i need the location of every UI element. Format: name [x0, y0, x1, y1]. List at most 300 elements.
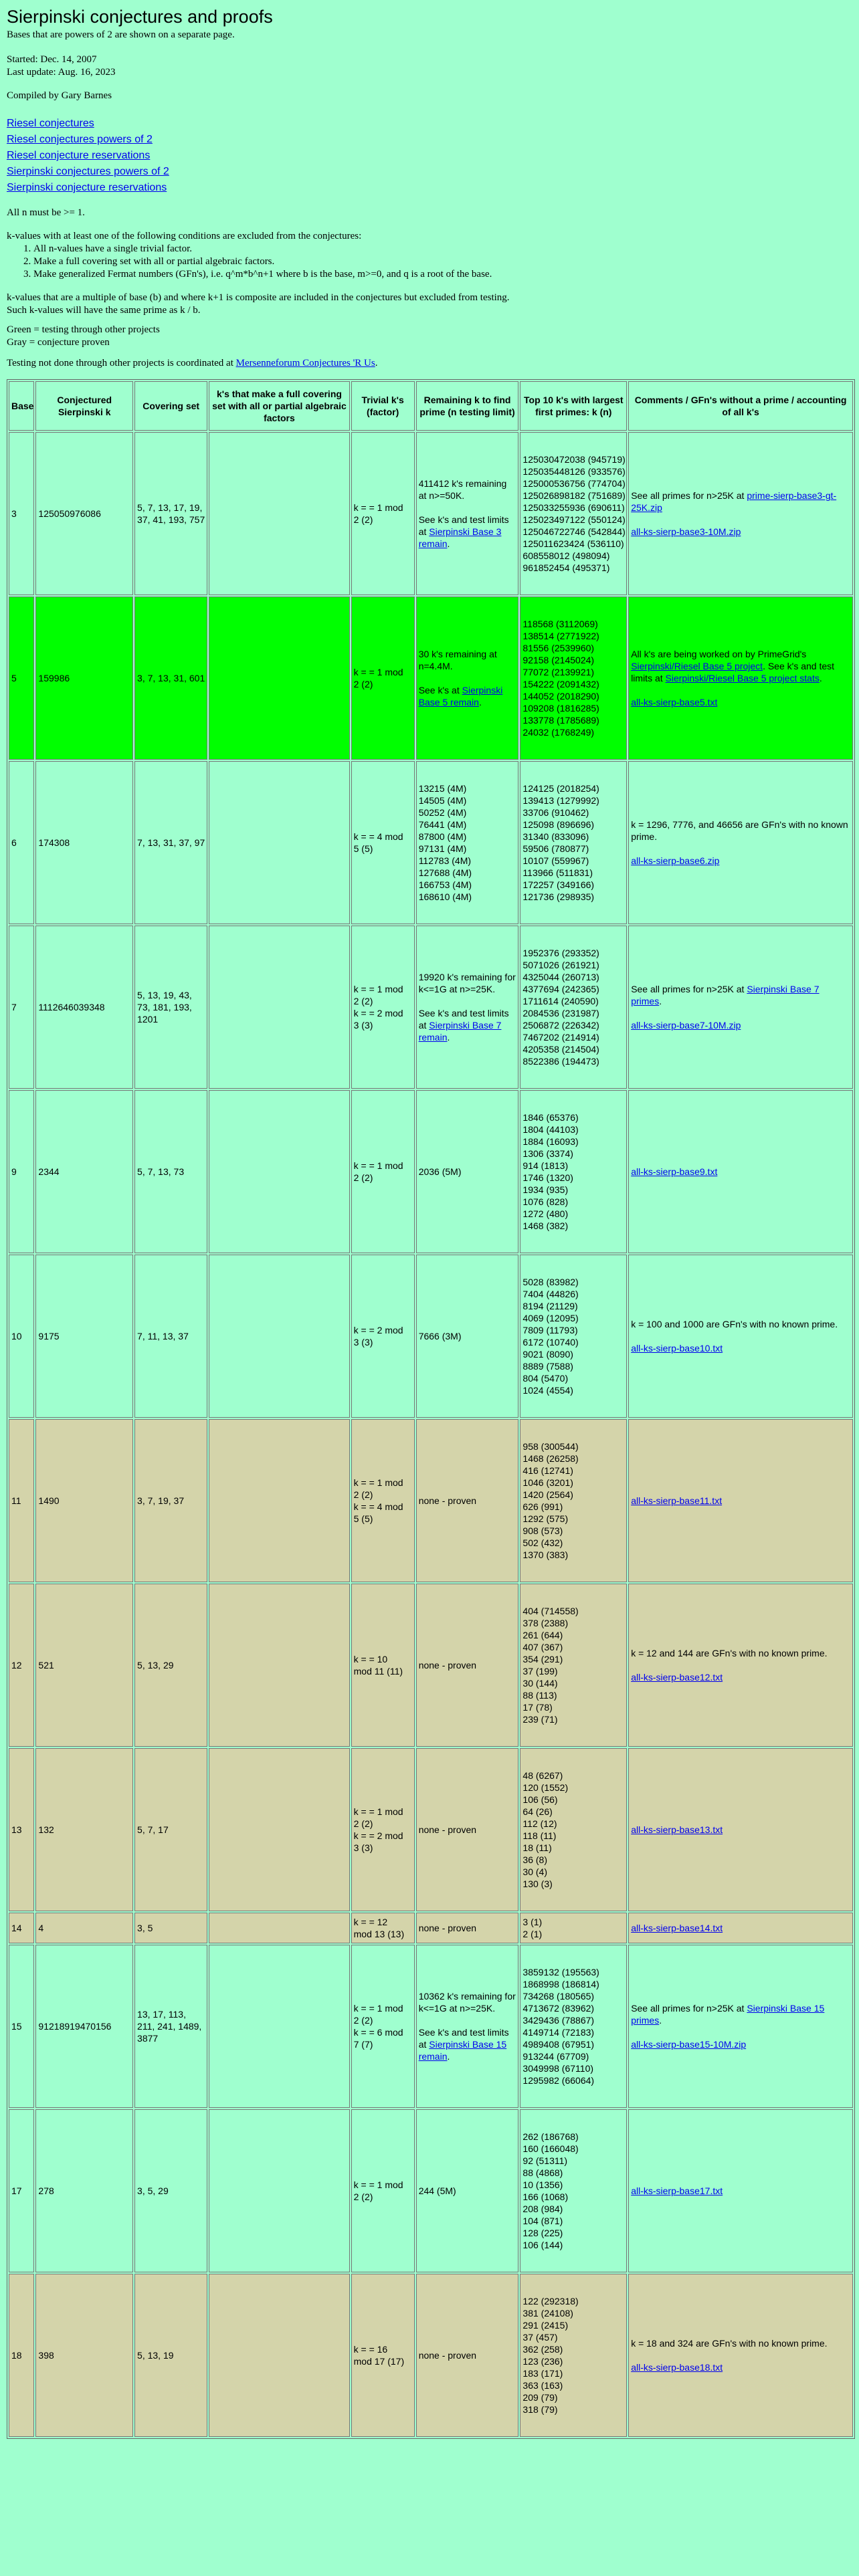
- top-prime-item: 118 (11): [522, 1830, 557, 1841]
- cell-conjectured-k: 91218919470156: [35, 1945, 133, 2108]
- remaining-see: [419, 2026, 516, 2062]
- trivial-line: 2 (2): [353, 1818, 373, 1829]
- cell-covering-set: 5, 7, 13, 73: [134, 1090, 207, 1253]
- link-all-ks-file[interactable]: all-ks-sierp-base14.txt: [631, 1923, 723, 1933]
- table-row: [9, 1584, 853, 1747]
- period: .: [478, 697, 482, 708]
- cell-trivial-ks: [351, 2274, 415, 2437]
- cell-remaining-k: none - proven: [416, 1748, 519, 1911]
- top-prime-item: 381 (24108): [522, 2308, 573, 2319]
- top-prime-item: 4205358 (214504): [522, 1044, 599, 1055]
- top-prime-item: 166 (1068): [522, 2191, 569, 2202]
- table-row: [9, 1748, 853, 1911]
- trivial-line: 2 (2): [353, 679, 373, 689]
- comment-post: .: [819, 673, 822, 683]
- top-prime-item: 139413 (1279992): [522, 795, 599, 806]
- table-row: [9, 926, 853, 1089]
- cell-top-ten: [520, 1090, 627, 1253]
- top-prime-item: 125098 (896696): [522, 819, 595, 830]
- link-all-ks-file[interactable]: all-ks-sierp-base9.txt: [631, 1166, 718, 1177]
- top-prime-item: 961852454 (495371): [522, 562, 610, 573]
- cell-algebraic-ks: [209, 1913, 349, 1943]
- top-prime-item: 125011623424 (536110): [522, 538, 624, 549]
- cell-comments: [628, 1584, 853, 1747]
- comment-pre: See all primes for n>25K at: [631, 490, 747, 501]
- table-row: [9, 1255, 853, 1418]
- cell-comments: [628, 432, 853, 595]
- link-all-ks-file[interactable]: all-ks-sierp-base3-10M.zip: [631, 526, 741, 537]
- header-trivial-ks: Trivial k's (factor): [351, 381, 415, 431]
- comment-text: [631, 1647, 850, 1659]
- cell-algebraic-ks: [209, 2274, 349, 2437]
- cell-trivial-ks: [351, 1945, 415, 2108]
- top-prime-item: 7467202 (214914): [522, 1032, 599, 1043]
- trivial-line: k = = 4 mod: [353, 831, 403, 842]
- remaining-item: 112783 (4M): [418, 855, 472, 866]
- cell-trivial-ks: [351, 1090, 415, 1253]
- cell-remaining-k: none - proven: [416, 1584, 519, 1747]
- top-prime-item: 1292 (575): [522, 1513, 569, 1524]
- last-update-date: Last update: Aug. 16, 2023: [7, 67, 116, 78]
- cell-trivial-ks: [351, 432, 415, 595]
- cell-algebraic-ks: [209, 597, 349, 760]
- top-prime-item: 10 (1356): [522, 2179, 563, 2190]
- top-prime-item: 81556 (2539960): [522, 643, 595, 653]
- top-prime-item: 36 (8): [522, 1854, 547, 1865]
- cell-conjectured-k: 125050976086: [35, 432, 133, 595]
- top-prime-item: 1884 (16093): [522, 1136, 579, 1147]
- legend-gray: Gray = conjecture proven: [7, 337, 110, 348]
- trivial-line: 2 (2): [353, 1172, 373, 1183]
- cell-algebraic-ks: [209, 1584, 349, 1747]
- exclusion-list: [7, 243, 852, 281]
- cell-trivial-ks: [351, 1913, 415, 1943]
- cell-base: 5: [9, 597, 34, 760]
- top-prime-item: 4149714 (72183): [522, 2027, 595, 2038]
- cell-trivial-ks: [351, 1419, 415, 1582]
- top-prime-item: 291 (2415): [522, 2320, 569, 2331]
- top-prime-item: 362 (258): [522, 2344, 563, 2355]
- link-comment[interactable]: prime-sierp-base3-gt-25K.zip: [631, 490, 837, 513]
- table-row: [9, 2274, 853, 2437]
- page-subtitle: Bases that are powers of 2 are shown on a separate page.: [7, 29, 235, 40]
- cell-covering-set: 5, 13, 19, 43, 73, 181, 193, 1201: [134, 926, 207, 1089]
- top-prime-item: 318 (79): [522, 2404, 558, 2415]
- trivial-line: mod 13 (13): [353, 1929, 405, 1939]
- top-prime-item: 122 (292318): [522, 2296, 579, 2306]
- header-covering-set: Covering set: [134, 381, 207, 431]
- cell-base: 18: [9, 2274, 34, 2437]
- link-comment-stats[interactable]: Sierpinski/Riesel Base 5 project stats: [665, 673, 820, 683]
- top-prime-item: 4069 (12095): [522, 1313, 579, 1323]
- trivial-line: 5 (5): [353, 1513, 373, 1524]
- top-prime-item: 626 (991): [522, 1501, 563, 1512]
- cell-conjectured-k: 2344: [35, 1090, 133, 1253]
- top-prime-item: 3 (1): [522, 1917, 543, 1927]
- conjectures-table: [7, 379, 855, 2439]
- link-all-ks-file[interactable]: all-ks-sierp-base15-10M.zip: [631, 2039, 747, 2050]
- cell-base: 14: [9, 1913, 34, 1943]
- top-prime-item: 125030472038 (945719): [522, 454, 626, 465]
- top-prime-item: 914 (1813): [522, 1160, 569, 1171]
- top-prime-item: 123 (236): [522, 2356, 563, 2367]
- cell-remaining-k: [416, 597, 519, 760]
- trivial-line: 3 (3): [353, 1842, 373, 1853]
- cell-trivial-ks: [351, 761, 415, 924]
- top-prime-item: 608558012 (498094): [522, 550, 610, 561]
- remaining-item: 97131 (4M): [418, 843, 467, 854]
- cell-trivial-ks: [351, 1584, 415, 1747]
- top-prime-item: 30 (144): [522, 1678, 558, 1689]
- trivial-line: k = = 12: [353, 1917, 388, 1927]
- top-prime-item: 1468 (26258): [522, 1453, 579, 1464]
- period: .: [447, 1032, 450, 1043]
- top-prime-item: 37 (199): [522, 1666, 558, 1677]
- top-prime-item: 8194 (21129): [522, 1301, 578, 1311]
- link-comment[interactable]: Sierpinski Base 15 primes: [631, 2003, 825, 2026]
- comment-pre: k = 12 and 144 are GFn's with no known prime.: [631, 1648, 828, 1658]
- comment-file: [631, 1342, 850, 1354]
- trivial-line: 3 (3): [353, 1337, 373, 1348]
- cell-conjectured-k: 132: [35, 1748, 133, 1911]
- top-prime-item: 77072 (2139921): [522, 667, 595, 677]
- trivial-line: k = = 2 mod: [353, 1830, 403, 1841]
- remaining-item: 50252 (4M): [418, 807, 467, 818]
- top-prime-item: 1272 (480): [522, 1208, 569, 1219]
- top-prime-item: 6172 (10740): [522, 1337, 579, 1348]
- trivial-line: k = = 1 mod: [353, 984, 403, 994]
- header-conjectured-k: Conjectured Sierpinski k: [35, 381, 133, 431]
- link-remain[interactable]: Sierpinski Base 15 remain: [418, 2039, 507, 2062]
- trivial-line: k = = 1 mod: [353, 2003, 403, 2014]
- trivial-line: k = = 4 mod: [353, 1501, 403, 1512]
- top-prime-item: 1420 (2564): [522, 1489, 573, 1500]
- link-all-ks-file[interactable]: all-ks-sierp-base6.zip: [631, 855, 720, 866]
- cell-remaining-k: none - proven: [416, 1419, 519, 1582]
- remaining-see: [419, 684, 516, 708]
- cell-conjectured-k: 9175: [35, 1255, 133, 1418]
- table-row: [9, 1419, 853, 1582]
- remaining-item: 14505 (4M): [418, 795, 467, 806]
- period: .: [447, 2051, 450, 2062]
- cell-algebraic-ks: [209, 926, 349, 1089]
- trivial-line: 2 (2): [353, 2015, 373, 2026]
- top-prime-item: 104 (871): [522, 2216, 563, 2226]
- table-header-row: [9, 381, 853, 431]
- link-sierpinski-reservations[interactable]: Sierpinski conjecture reservations: [7, 182, 167, 193]
- table-row: [9, 1090, 853, 1253]
- link-all-ks-file[interactable]: all-ks-sierp-base7-10M.zip: [631, 1020, 741, 1031]
- top-prime-item: 30 (4): [522, 1866, 547, 1877]
- top-prime-item: 37 (457): [522, 2332, 558, 2343]
- top-prime-item: 92 (51311): [522, 2155, 568, 2166]
- link-comment[interactable]: Sierpinski Base 7 primes: [631, 984, 820, 1006]
- trivial-line: 3 (3): [353, 1020, 373, 1031]
- top-prime-item: 112 (12): [522, 1818, 557, 1829]
- trivial-line: k = = 2 mod: [353, 1325, 403, 1335]
- table-row: [9, 1945, 853, 2108]
- cell-covering-set: 5, 7, 13, 17, 19, 37, 41, 193, 757: [134, 432, 207, 595]
- cell-remaining-k: none - proven: [416, 2274, 519, 2437]
- top-prime-item: 261 (644): [522, 1630, 563, 1640]
- comment-pre: k = 100 and 1000 are GFn's with no known prime.: [631, 1319, 838, 1329]
- top-prime-item: 125023497122 (550124): [522, 514, 626, 525]
- comment-file: [631, 2038, 850, 2050]
- top-prime-item: 125000536756 (774704): [522, 478, 626, 489]
- link-remain[interactable]: Sierpinski Base 5 remain: [418, 685, 503, 708]
- cell-covering-set: 7, 13, 31, 37, 97: [134, 761, 207, 924]
- comment-text: [631, 1318, 850, 1330]
- coordination-note: Testing not done through other projects is coordinated at Mersenneforum Conjectures 'R Us.: [7, 358, 378, 368]
- table-row: [9, 597, 853, 760]
- top-prime-item: 354 (291): [522, 1654, 563, 1665]
- top-prime-item: 121736 (298935): [522, 891, 595, 902]
- table-row: [9, 2109, 853, 2272]
- cell-trivial-ks: [351, 926, 415, 1089]
- cell-covering-set: 3, 7, 13, 31, 601: [134, 597, 207, 760]
- cell-base: 12: [9, 1584, 34, 1747]
- top-prime-item: 1024 (4554): [522, 1385, 573, 1396]
- trivial-line: k = = 1 mod: [353, 667, 403, 677]
- cell-top-ten: [520, 1584, 627, 1747]
- cell-algebraic-ks: [209, 761, 349, 924]
- trivial-line: k = = 6 mod: [353, 2027, 403, 2038]
- top-prime-item: 958 (300544): [522, 1441, 579, 1452]
- top-prime-item: 133778 (1785689): [522, 715, 599, 726]
- top-prime-item: 48 (6267): [522, 1770, 563, 1781]
- cell-conjectured-k: 1112646039348: [35, 926, 133, 1089]
- top-prime-item: 502 (432): [522, 1537, 563, 1548]
- top-prime-item: 109208 (1816285): [522, 703, 599, 714]
- top-prime-item: 363 (163): [522, 2380, 563, 2391]
- top-prime-item: 125033255936 (690611): [522, 502, 625, 513]
- trivial-line: k = = 2 mod: [353, 1008, 403, 1018]
- top-prime-item: 7809 (11793): [522, 1325, 578, 1335]
- top-prime-item: 64 (26): [522, 1806, 553, 1817]
- cell-base: 13: [9, 1748, 34, 1911]
- comment-text: [631, 983, 850, 1007]
- top-prime-item: 1046 (3201): [522, 1477, 573, 1488]
- top-prime-item: 183 (171): [522, 2368, 563, 2379]
- link-all-ks-file[interactable]: all-ks-sierp-base11.txt: [631, 1495, 723, 1506]
- cell-conjectured-k: 278: [35, 2109, 133, 2272]
- top-prime-item: 1846 (65376): [522, 1112, 579, 1123]
- top-prime-item: 1804 (44103): [522, 1124, 579, 1135]
- rule-n: All n must be >= 1.: [7, 207, 85, 218]
- trivial-line: 2 (2): [353, 1489, 373, 1500]
- comment-file: [631, 1922, 850, 1934]
- cell-top-ten: [520, 2274, 627, 2437]
- top-prime-item: 128 (225): [522, 2228, 563, 2238]
- cell-covering-set: 13, 17, 113, 211, 241, 1489, 3877: [134, 1945, 207, 2108]
- trivial-line: 2 (2): [353, 2191, 373, 2202]
- link-all-ks-file[interactable]: all-ks-sierp-base13.txt: [631, 1824, 723, 1835]
- link-all-ks-file[interactable]: all-ks-sierp-base10.txt: [631, 1343, 723, 1354]
- link-comment[interactable]: Sierpinski/Riesel Base 5 project: [631, 661, 763, 671]
- cell-top-ten: [520, 926, 627, 1089]
- cell-algebraic-ks: [209, 1748, 349, 1911]
- comment-text: [631, 2337, 850, 2349]
- cell-comments: [628, 1913, 853, 1943]
- cell-trivial-ks: [351, 2109, 415, 2272]
- top-prime-item: 1076 (828): [522, 1196, 569, 1207]
- trivial-line: k = = 1 mod: [353, 1477, 403, 1488]
- top-prime-item: 4377694 (242365): [522, 984, 599, 994]
- cell-conjectured-k: 1490: [35, 1419, 133, 1582]
- table-row: [9, 432, 853, 595]
- cell-comments: [628, 597, 853, 760]
- link-mersenneforum[interactable]: Mersenneforum Conjectures 'R Us: [235, 358, 375, 368]
- comment-text: [631, 490, 850, 514]
- cell-covering-set: 5, 13, 19: [134, 2274, 207, 2437]
- top-prime-item: 734268 (180565): [522, 1991, 595, 2002]
- cell-top-ten: [520, 1748, 627, 1911]
- cell-algebraic-ks: [209, 2109, 349, 2272]
- top-prime-item: 125046722746 (542844): [522, 526, 626, 537]
- cell-conjectured-k: 398: [35, 2274, 133, 2437]
- cell-top-ten: [520, 1945, 627, 2108]
- top-prime-item: 3429436 (78867): [522, 2015, 595, 2026]
- top-prime-item: 31340 (833096): [522, 831, 589, 842]
- top-prime-item: 18 (11): [522, 1842, 552, 1853]
- cell-top-ten: [520, 597, 627, 760]
- top-prime-item: 7404 (44826): [522, 1289, 579, 1299]
- exclusion-intro: k-values with at least one of the following conditions are excluded from the conjectures:: [7, 231, 362, 241]
- top-prime-item: 404 (714558): [522, 1606, 579, 1616]
- legend-green: Green = testing through other projects: [7, 324, 160, 335]
- link-all-ks-file[interactable]: all-ks-sierp-base17.txt: [631, 2185, 723, 2196]
- trivial-line: 5 (5): [353, 843, 373, 854]
- remaining-item: 127688 (4M): [418, 867, 472, 878]
- link-riesel-powers-of-2[interactable]: Riesel conjectures powers of 2: [7, 134, 153, 145]
- top-prime-item: 5028 (83982): [522, 1277, 579, 1287]
- comment-pre: See all primes for n>25K at: [631, 2003, 747, 2014]
- cell-comments: [628, 926, 853, 1089]
- remaining-count: 10362 k's remaining for k<=1G at n>=25K.: [418, 1991, 516, 2014]
- top-prime-item: 3049998 (67110): [522, 2063, 594, 2074]
- top-prime-item: 106 (144): [522, 2240, 563, 2250]
- top-prime-item: 9021 (8090): [522, 1349, 573, 1360]
- link-riesel-reservations[interactable]: Riesel conjecture reservations: [7, 150, 151, 161]
- remaining-count: 411412 k's remaining at n>=50K.: [418, 478, 507, 501]
- cell-algebraic-ks: [209, 1090, 349, 1253]
- link-remain[interactable]: Sierpinski Base 7 remain: [418, 1020, 502, 1043]
- top-prime-item: 144052 (2018290): [522, 691, 599, 702]
- top-prime-item: 172257 (349166): [522, 879, 595, 890]
- comment-file: [631, 1824, 850, 1836]
- cell-remaining-k: 7666 (3M): [416, 1255, 519, 1418]
- trivial-line: mod 17 (17): [353, 2356, 405, 2367]
- multiple-note-1: k-values that are a multiple of base (b) and where k+1 is composite are included in the conjectures but excluded from testing.: [7, 292, 510, 303]
- cell-trivial-ks: [351, 1255, 415, 1418]
- link-riesel-conjectures[interactable]: Riesel conjectures: [7, 118, 94, 129]
- top-prime-item: 378 (2388): [522, 1618, 569, 1628]
- top-prime-item: 24032 (1768249): [522, 727, 595, 738]
- top-prime-item: 88 (4868): [522, 2167, 563, 2178]
- remaining-count: 19920 k's remaining for k<=1G at n>=25K.: [418, 972, 516, 994]
- top-prime-item: 106 (56): [522, 1794, 558, 1805]
- remaining-item: 168610 (4M): [418, 891, 472, 902]
- cell-top-ten: [520, 432, 627, 595]
- link-all-ks-file[interactable]: all-ks-sierp-base5.txt: [631, 697, 718, 708]
- cell-trivial-ks: [351, 1748, 415, 1911]
- trivial-line: k = = 1 mod: [353, 1160, 403, 1171]
- top-prime-item: 120 (1552): [522, 1782, 569, 1793]
- comment-file: [631, 1495, 850, 1507]
- cell-conjectured-k: 4: [35, 1913, 133, 1943]
- cell-conjectured-k: 159986: [35, 597, 133, 760]
- remaining-item: 166753 (4M): [418, 879, 472, 890]
- cell-covering-set: 3, 5: [134, 1913, 207, 1943]
- cell-remaining-k: [416, 761, 519, 924]
- top-prime-item: 4989408 (67951): [522, 2039, 595, 2050]
- cell-algebraic-ks: [209, 1255, 349, 1418]
- comment-pre: See all primes for n>25K at: [631, 984, 747, 994]
- cell-base: 7: [9, 926, 34, 1089]
- cell-base: 9: [9, 1090, 34, 1253]
- exclusion-item: 1. All n-values have a single trivial factor.: [33, 243, 852, 255]
- top-prime-item: 160 (166048): [522, 2143, 579, 2154]
- cell-comments: [628, 1419, 853, 1582]
- table-row: [9, 761, 853, 924]
- link-all-ks-file[interactable]: all-ks-sierp-base18.txt: [631, 2362, 723, 2373]
- top-prime-item: 1934 (935): [522, 1184, 569, 1195]
- cell-top-ten: [520, 2109, 627, 2272]
- cell-covering-set: 5, 13, 29: [134, 1584, 207, 1747]
- see-text: See k's and test limits at: [418, 514, 509, 537]
- header-comments: Comments / GFn's without a prime / accounting of all k's: [628, 381, 853, 431]
- trivial-line: 7 (7): [353, 2039, 373, 2050]
- comment-text: [631, 819, 850, 843]
- link-all-ks-file[interactable]: all-ks-sierp-base12.txt: [631, 1672, 723, 1683]
- trivial-line: k = = 10: [353, 1654, 388, 1665]
- top-prime-item: 1868998 (186814): [522, 1979, 599, 1990]
- top-prime-item: 2 (1): [522, 1929, 543, 1939]
- top-prime-item: 2506872 (226342): [522, 1020, 599, 1031]
- top-prime-item: 1306 (3374): [522, 1148, 573, 1159]
- header-algebraic-ks: k's that make a full covering set with all or partial algebraic factors: [209, 381, 349, 431]
- comment-file: [631, 1166, 850, 1178]
- cell-conjectured-k: 174308: [35, 761, 133, 924]
- remaining-see: [419, 1007, 516, 1043]
- top-prime-item: 4713672 (83962): [522, 2003, 595, 2014]
- cell-remaining-k: [416, 432, 519, 595]
- cell-algebraic-ks: [209, 432, 349, 595]
- top-prime-item: 209 (79): [522, 2392, 558, 2403]
- top-prime-item: 913244 (67709): [522, 2051, 589, 2062]
- cell-comments: [628, 761, 853, 924]
- cell-base: 6: [9, 761, 34, 924]
- trivial-line: k = = 1 mod: [353, 502, 403, 513]
- top-prime-item: 239 (71): [522, 1714, 558, 1725]
- top-prime-item: 407 (367): [522, 1642, 563, 1652]
- comment-mid: . See k's and test limits at: [631, 661, 835, 683]
- top-prime-item: 154222 (2091432): [522, 679, 599, 689]
- cell-comments: [628, 1090, 853, 1253]
- remaining-item: 13215 (4M): [418, 783, 467, 794]
- cell-covering-set: 7, 11, 13, 37: [134, 1255, 207, 1418]
- comment-file: [631, 855, 850, 867]
- cell-comments: [628, 2109, 853, 2272]
- cell-algebraic-ks: [209, 1419, 349, 1582]
- period: .: [447, 538, 450, 549]
- comment-text: [631, 648, 850, 684]
- link-remain[interactable]: Sierpinski Base 3 remain: [418, 526, 502, 549]
- top-prime-item: 124125 (2018254): [522, 783, 599, 794]
- top-prime-item: 1746 (1320): [522, 1172, 573, 1183]
- multiple-note-2: Such k-values will have the same prime as k / b.: [7, 305, 201, 316]
- link-sierpinski-powers-of-2[interactable]: Sierpinski conjectures powers of 2: [7, 166, 169, 177]
